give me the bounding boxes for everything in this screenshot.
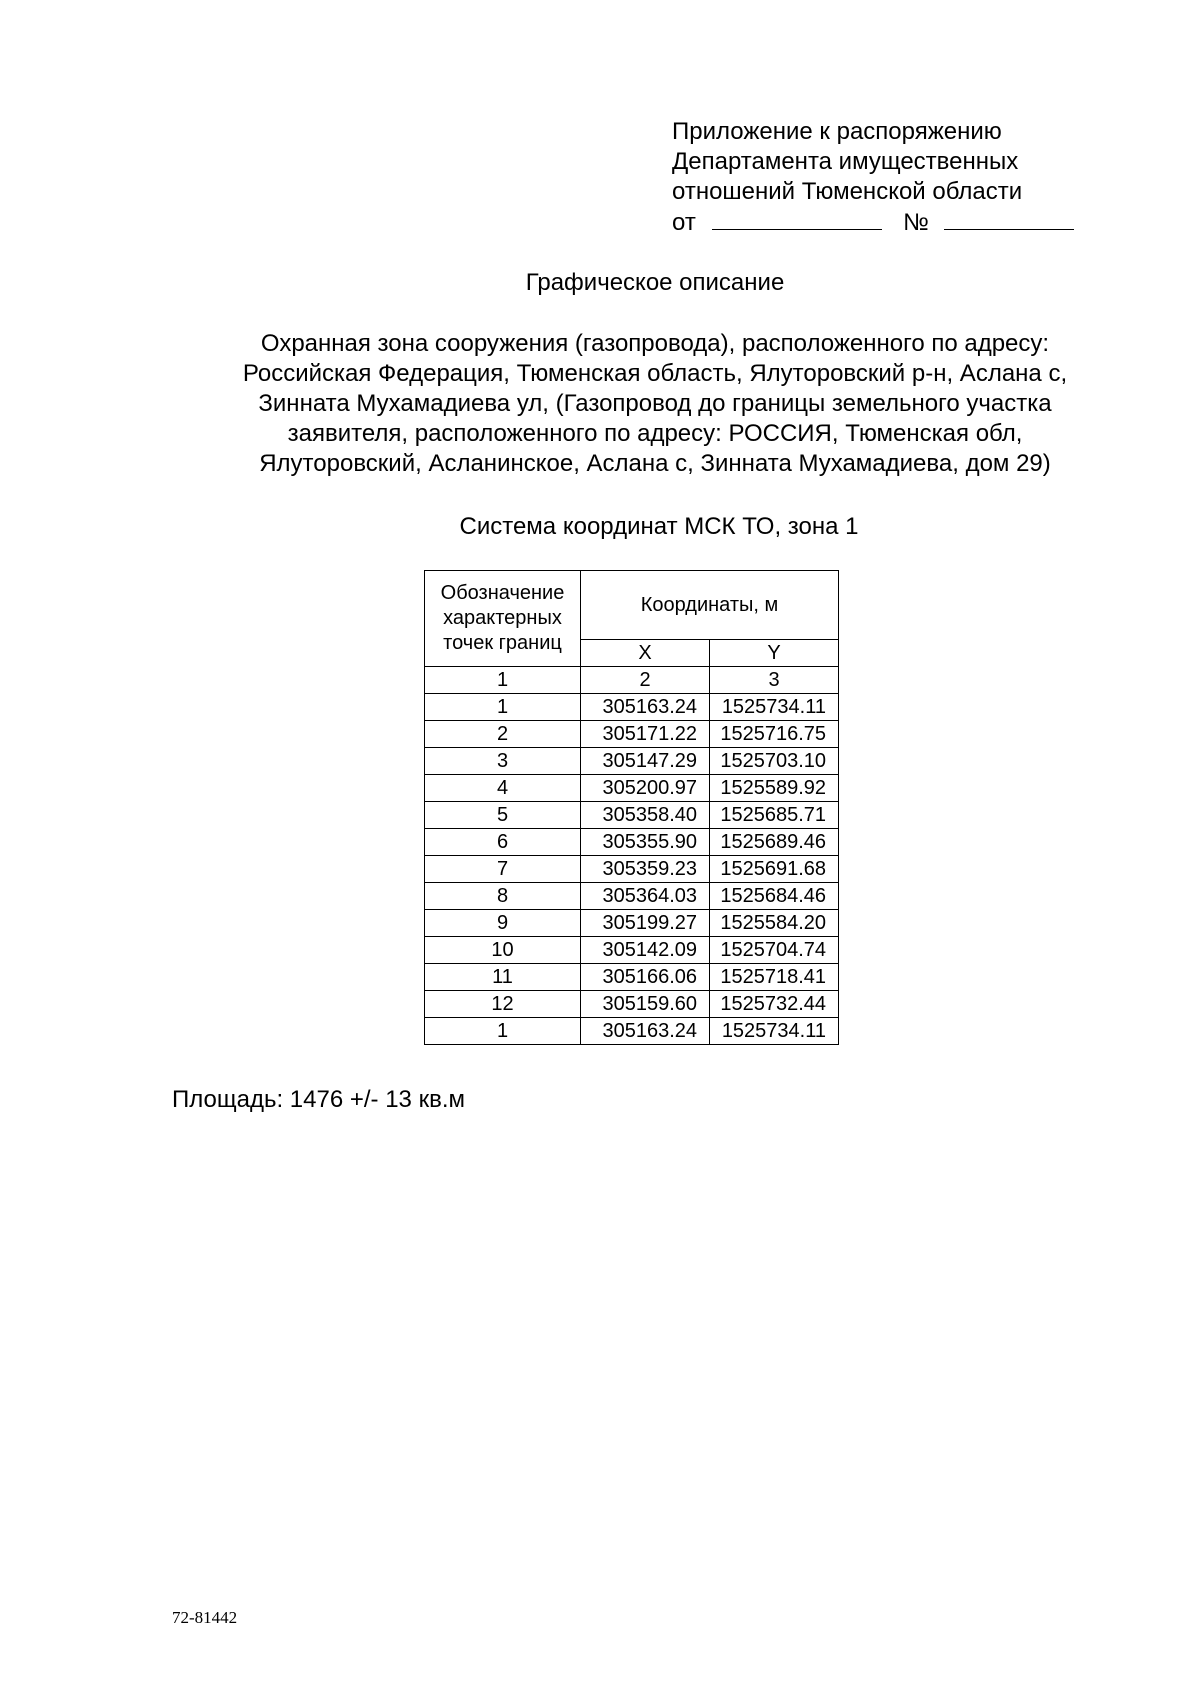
x-cell: 305359.23 xyxy=(581,856,710,883)
point-cell: 3 xyxy=(425,748,581,775)
area-value: Площадь: 1476 +/- 13 кв.м xyxy=(172,1086,465,1113)
point-cell: 10 xyxy=(425,937,581,964)
y-cell: 1525704.74 xyxy=(710,937,839,964)
table-header-row xyxy=(425,571,839,640)
x-cell: 305163.24 xyxy=(581,694,710,721)
x-cell: 305364.03 xyxy=(581,883,710,910)
point-cell: 4 xyxy=(425,775,581,802)
appendix-line-3: отношений Тюменской области xyxy=(672,178,1023,205)
coordinates-table xyxy=(424,570,839,1045)
table-row xyxy=(425,883,839,910)
description-line: Ялуторовский, Асланинское, Аслана с, Зинната Мухамадиева, дом 29) xyxy=(259,450,1051,477)
x-cell: 305171.22 xyxy=(581,721,710,748)
table-row xyxy=(425,829,839,856)
header-point-designation xyxy=(425,571,581,667)
document-title: Графическое описание xyxy=(525,269,785,296)
table-row xyxy=(425,694,839,721)
table-row xyxy=(425,775,839,802)
x-cell: 305200.97 xyxy=(581,775,710,802)
zone-description xyxy=(150,329,1160,479)
table-row xyxy=(425,856,839,883)
table-row xyxy=(425,964,839,991)
header-point-line: характерных xyxy=(443,607,562,629)
appendix-line-1: Приложение к распоряжению xyxy=(672,118,1002,145)
appendix-date-number-line xyxy=(672,207,1074,238)
point-cell: 7 xyxy=(425,856,581,883)
point-cell: 8 xyxy=(425,883,581,910)
description-line: Охранная зона сооружения (газопровода), расположенного по адресу: xyxy=(260,330,1050,357)
x-cell: 305355.90 xyxy=(581,829,710,856)
x-cell: 305142.09 xyxy=(581,937,710,964)
y-cell: 1525685.71 xyxy=(710,802,839,829)
header-x: X xyxy=(581,640,710,667)
header-y: Y xyxy=(710,640,839,667)
table-row xyxy=(425,937,839,964)
point-cell: 2 xyxy=(425,721,581,748)
point-cell: 11 xyxy=(425,964,581,991)
table-row xyxy=(425,1018,839,1045)
y-cell: 1525584.20 xyxy=(710,910,839,937)
y-cell: 1525732.44 xyxy=(710,991,839,1018)
y-cell: 1525589.92 xyxy=(710,775,839,802)
coordinates-table-body xyxy=(425,571,839,1045)
appendix-line-2: Департамента имущественных xyxy=(672,148,1019,175)
column-number: 3 xyxy=(710,667,839,694)
y-cell: 1525689.46 xyxy=(710,829,839,856)
y-cell: 1525691.68 xyxy=(710,856,839,883)
x-cell: 305166.06 xyxy=(581,964,710,991)
description-line: Зинната Мухамадиева ул, (Газопровод до границы земельного участка xyxy=(258,390,1052,417)
column-number: 1 xyxy=(425,667,581,694)
appendix-block xyxy=(672,117,1074,238)
x-cell: 305358.40 xyxy=(581,802,710,829)
description-line: Российская Федерация, Тюменская область, Ялуторовский р-н, Аслана с, xyxy=(242,360,1068,387)
table-row xyxy=(425,748,839,775)
x-cell: 305199.27 xyxy=(581,910,710,937)
description-line: заявителя, расположенного по адресу: РОССИЯ, Тюменская обл, xyxy=(287,420,1023,447)
point-cell: 5 xyxy=(425,802,581,829)
point-cell: 12 xyxy=(425,991,581,1018)
header-point-line: точек границ xyxy=(443,632,562,654)
y-cell: 1525684.46 xyxy=(710,883,839,910)
date-blank-line xyxy=(712,207,882,230)
point-cell: 9 xyxy=(425,910,581,937)
table-row xyxy=(425,910,839,937)
y-cell: 1525734.11 xyxy=(710,694,839,721)
number-blank-line xyxy=(944,207,1074,230)
column-number: 2 xyxy=(581,667,710,694)
point-cell: 1 xyxy=(425,1018,581,1045)
y-cell: 1525734.11 xyxy=(710,1018,839,1045)
y-cell: 1525718.41 xyxy=(710,964,839,991)
table-row xyxy=(425,721,839,748)
point-cell: 6 xyxy=(425,829,581,856)
x-cell: 305159.60 xyxy=(581,991,710,1018)
x-cell: 305147.29 xyxy=(581,748,710,775)
column-number-row xyxy=(425,667,839,694)
table-row xyxy=(425,802,839,829)
footer-code: 72-81442 xyxy=(172,1608,238,1627)
coordinate-system-label: Система координат МСК ТО, зона 1 xyxy=(459,513,859,540)
from-label: от xyxy=(672,209,696,236)
header-point-line: Обозначение xyxy=(440,582,565,604)
table-row xyxy=(425,991,839,1018)
point-cell: 1 xyxy=(425,694,581,721)
y-cell: 1525703.10 xyxy=(710,748,839,775)
header-coordinates: Координаты, м xyxy=(581,571,839,640)
y-cell: 1525716.75 xyxy=(710,721,839,748)
number-label: № xyxy=(903,209,929,236)
x-cell: 305163.24 xyxy=(581,1018,710,1045)
